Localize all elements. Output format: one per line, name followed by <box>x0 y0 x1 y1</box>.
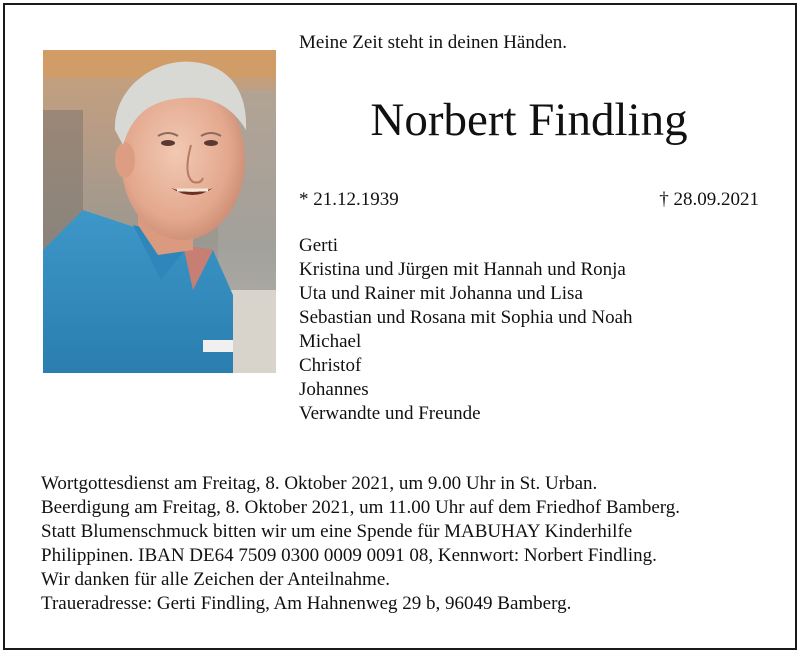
mourner-line: Christof <box>299 355 362 376</box>
death-date: † 28.09.2021 <box>659 189 759 210</box>
mourner-line: Kristina und Jürgen mit Hannah und Ronja <box>299 259 626 280</box>
mourner-line: Johannes <box>299 379 369 400</box>
mourner-line: Verwandte und Freunde <box>299 403 481 424</box>
mourner-line: Sebastian und Rosana mit Sophia und Noah <box>299 307 633 328</box>
mourners-list <box>299 234 633 426</box>
birth-date: * 21.12.1939 <box>299 189 399 210</box>
mourner-line: Michael <box>299 331 362 352</box>
motto: Meine Zeit steht in deinen Händen. <box>299 32 568 53</box>
detail-line: Statt Blumenschmuck bitten wir um eine Spende für MABUHAY Kinderhilfe <box>41 521 633 542</box>
life-dates <box>299 188 759 212</box>
detail-line: Beerdigung am Freitag, 8. Oktober 2021, um 11.00 Uhr auf dem Friedhof Bamberg. <box>41 497 681 518</box>
deceased-name: Norbert Findling <box>370 94 688 146</box>
portrait-photo <box>43 50 276 373</box>
service-details <box>41 472 680 616</box>
mourner-line: Gerti <box>299 235 339 256</box>
detail-line: Philippinen. IBAN DE64 7509 0300 0009 0091 08, Kennwort: Norbert Findling. <box>41 545 657 566</box>
detail-line: Traueradresse: Gerti Findling, Am Hahnenweg 29 b, 96049 Bamberg. <box>41 593 572 614</box>
detail-line: Wir danken für alle Zeichen der Anteilnahme. <box>41 569 391 590</box>
mourner-line: Uta und Rainer mit Johanna und Lisa <box>299 283 583 304</box>
detail-line: Wortgottesdienst am Freitag, 8. Oktober 2021, um 9.00 Uhr in St. Urban. <box>41 473 598 494</box>
